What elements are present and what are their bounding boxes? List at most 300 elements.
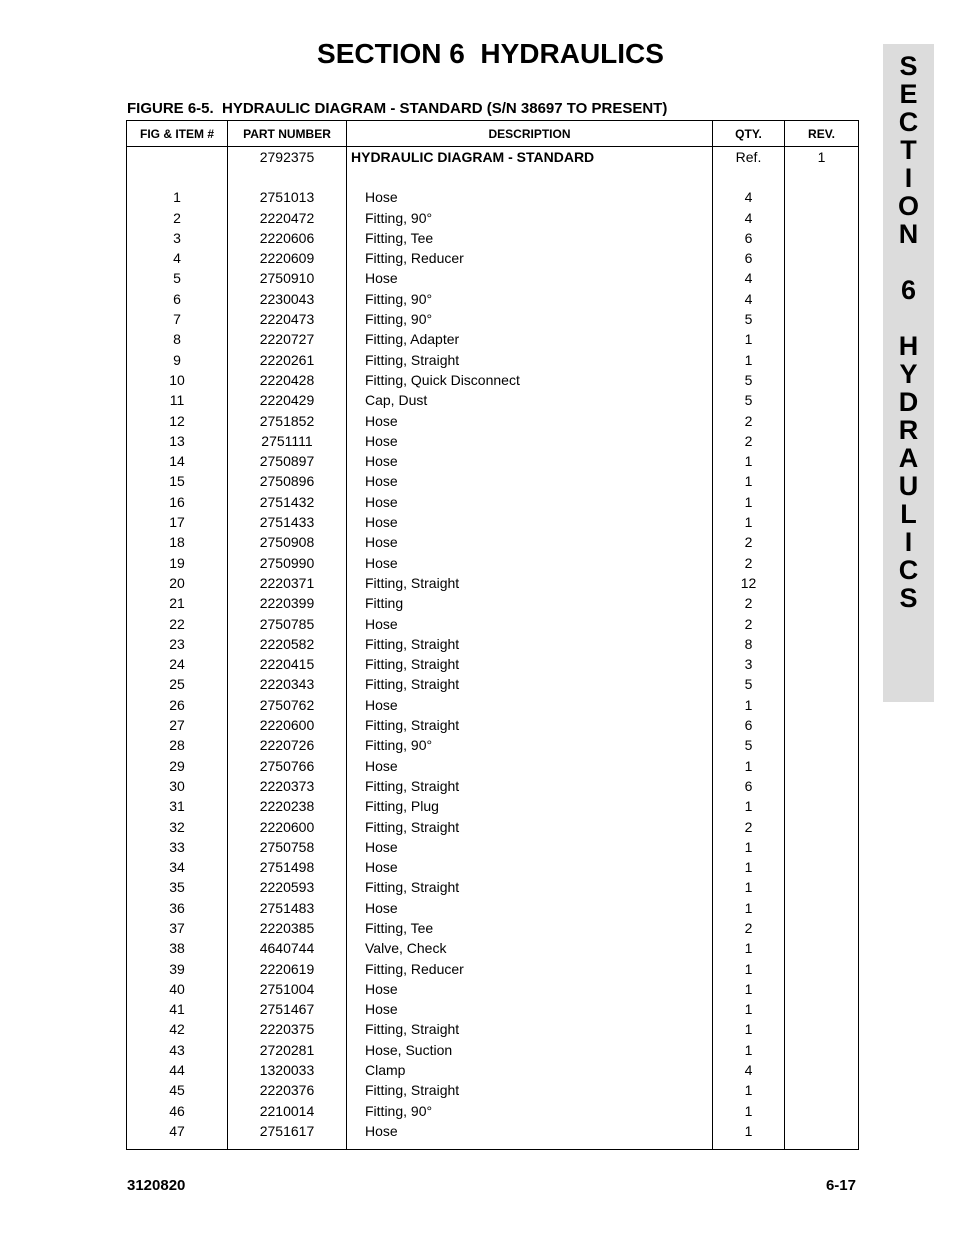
cell-rev (785, 187, 859, 207)
table-row (127, 228, 859, 248)
table-row (127, 532, 859, 552)
table-row (127, 857, 859, 877)
cell-description: Fitting, Plug (347, 796, 713, 816)
cell-item: 44 (127, 1060, 228, 1080)
side-tab-letter: R (898, 415, 919, 445)
cell-rev (785, 268, 859, 288)
cell-description: Hose (347, 614, 713, 634)
table-row (127, 959, 859, 979)
cell-description: Fitting, Tee (347, 918, 713, 938)
cell-item: 40 (127, 979, 228, 999)
cell-item: 5 (127, 268, 228, 288)
side-tab-letter: C (898, 555, 919, 585)
table-row (127, 735, 859, 755)
table-row (127, 614, 859, 634)
cell-description: Fitting, Adapter (347, 329, 713, 349)
side-tab-letter: S (899, 583, 918, 613)
cell-item: 47 (127, 1121, 228, 1141)
cell-part-number: 2751852 (228, 411, 347, 431)
cell-item: 27 (127, 715, 228, 735)
cell-description: Fitting, Straight (347, 654, 713, 674)
cell-description: Cap, Dust (347, 390, 713, 410)
cell-description: Hose (347, 695, 713, 715)
cell-rev (785, 959, 859, 979)
side-tab-letter: I (904, 163, 913, 193)
table-row (127, 695, 859, 715)
cell-qty: 1 (713, 1019, 785, 1039)
table-header-row (127, 121, 859, 147)
cell-description: Hose (347, 756, 713, 776)
table-row (127, 756, 859, 776)
table-row (127, 634, 859, 654)
table-row (127, 553, 859, 573)
cell-part-number: 2792375 (228, 147, 347, 168)
cell-rev (785, 1040, 859, 1060)
cell-part-number: 2751617 (228, 1121, 347, 1141)
side-tab-letter: C (898, 107, 919, 137)
cell-rev (785, 208, 859, 228)
cell-description: Hose, Suction (347, 1040, 713, 1060)
cell-rev (785, 674, 859, 694)
cell-description: Fitting, Straight (347, 715, 713, 735)
cell-qty: 2 (713, 614, 785, 634)
cell-item: 32 (127, 817, 228, 837)
table-row (127, 1040, 859, 1060)
table-row (127, 1080, 859, 1100)
cell-rev (785, 837, 859, 857)
cell-description: Fitting, Straight (347, 776, 713, 796)
cell-part-number: 4640744 (228, 938, 347, 958)
cell-part-number: 2220606 (228, 228, 347, 248)
cell-item: 31 (127, 796, 228, 816)
cell-item: 26 (127, 695, 228, 715)
table-row (127, 593, 859, 613)
cell-item: 4 (127, 248, 228, 268)
table-row (127, 715, 859, 735)
header-fig-item: FIG & ITEM # (127, 121, 228, 147)
cell-description: Fitting (347, 593, 713, 613)
side-tab-letter: U (898, 471, 919, 501)
table-row (127, 674, 859, 694)
header-qty: QTY. (713, 121, 785, 147)
cell-description: Hose (347, 857, 713, 877)
cell-description: Hose (347, 187, 713, 207)
cell-qty: 1 (713, 1121, 785, 1141)
cell-part-number: 2750910 (228, 268, 347, 288)
cell-rev (785, 857, 859, 877)
table-row (127, 776, 859, 796)
table-row (127, 1060, 859, 1080)
cell-qty: 5 (713, 735, 785, 755)
cell-rev (785, 877, 859, 897)
cell-item: 13 (127, 431, 228, 451)
cell-rev (785, 471, 859, 491)
cell-qty: 4 (713, 1060, 785, 1080)
cell-part-number: 2750908 (228, 532, 347, 552)
cell-qty: 1 (713, 938, 785, 958)
cell-description: Hose (347, 512, 713, 532)
cell-rev (785, 614, 859, 634)
cell-item: 37 (127, 918, 228, 938)
cell-item: 1 (127, 187, 228, 207)
cell-part-number: 2220373 (228, 776, 347, 796)
cell-part-number: 2220428 (228, 370, 347, 390)
cell-item: 17 (127, 512, 228, 532)
cell-qty: 3 (713, 654, 785, 674)
cell-part-number: 2220371 (228, 573, 347, 593)
cell-rev (785, 390, 859, 410)
cell-part-number: 2751004 (228, 979, 347, 999)
cell-rev (785, 1121, 859, 1141)
cell-rev (785, 553, 859, 573)
cell-item: 22 (127, 614, 228, 634)
cell-item: 21 (127, 593, 228, 613)
cell-part-number: 2220415 (228, 654, 347, 674)
cell-description: HYDRAULIC DIAGRAM - STANDARD (347, 147, 713, 168)
side-tab-letters (883, 52, 934, 612)
cell-qty: 1 (713, 492, 785, 512)
side-tab-letter: T (900, 135, 917, 165)
cell-item: 42 (127, 1019, 228, 1039)
cell-qty: 1 (713, 350, 785, 370)
cell-item: 29 (127, 756, 228, 776)
cell-qty: 1 (713, 837, 785, 857)
cell-part-number: 2751483 (228, 898, 347, 918)
table-row (127, 208, 859, 228)
cell-item (127, 147, 228, 168)
cell-rev (785, 776, 859, 796)
cell-qty: 2 (713, 593, 785, 613)
cell-qty: 1 (713, 695, 785, 715)
cell-part-number: 2751432 (228, 492, 347, 512)
table-row (127, 898, 859, 918)
table-row (127, 1019, 859, 1039)
cell-qty: 1 (713, 877, 785, 897)
cell-rev (785, 938, 859, 958)
cell-part-number: 2220600 (228, 817, 347, 837)
cell-item: 15 (127, 471, 228, 491)
table-row (127, 979, 859, 999)
cell-rev (785, 979, 859, 999)
cell-item: 43 (127, 1040, 228, 1060)
cell-rev (785, 309, 859, 329)
cell-item: 38 (127, 938, 228, 958)
cell-description: Hose (347, 979, 713, 999)
table-row (127, 431, 859, 451)
cell-item: 35 (127, 877, 228, 897)
side-tab-letter: L (900, 499, 917, 529)
cell-item: 24 (127, 654, 228, 674)
cell-part-number: 1320033 (228, 1060, 347, 1080)
cell-description: Fitting, Quick Disconnect (347, 370, 713, 390)
table-row (127, 573, 859, 593)
cell-qty: 1 (713, 857, 785, 877)
cell-rev (785, 634, 859, 654)
cell-rev (785, 817, 859, 837)
cell-qty: 1 (713, 756, 785, 776)
cell-rev (785, 593, 859, 613)
cell-rev (785, 228, 859, 248)
cell-description: Fitting, 90° (347, 1101, 713, 1121)
cell-qty: 1 (713, 959, 785, 979)
cell-rev (785, 715, 859, 735)
cell-part-number: 2751433 (228, 512, 347, 532)
cell-part-number: 2220343 (228, 674, 347, 694)
table-row (127, 999, 859, 1019)
cell-qty: 1 (713, 796, 785, 816)
cell-description: Hose (347, 837, 713, 857)
cell-item: 10 (127, 370, 228, 390)
cell-rev (785, 918, 859, 938)
cell-item: 9 (127, 350, 228, 370)
table-spacer-row (127, 167, 859, 187)
cell-part-number: 2750990 (228, 553, 347, 573)
cell-qty: 5 (713, 674, 785, 694)
cell-rev (785, 411, 859, 431)
cell-description: Hose (347, 1121, 713, 1141)
cell-description: Hose (347, 532, 713, 552)
cell-qty: 1 (713, 898, 785, 918)
header-rev: REV. (785, 121, 859, 147)
cell-description: Fitting, Tee (347, 228, 713, 248)
cell-part-number: 2220472 (228, 208, 347, 228)
cell-qty: 1 (713, 999, 785, 1019)
table-row (127, 187, 859, 207)
cell-item: 7 (127, 309, 228, 329)
table-row (127, 370, 859, 390)
cell-item: 36 (127, 898, 228, 918)
cell-rev (785, 1019, 859, 1039)
cell-item: 16 (127, 492, 228, 512)
cell-description: Fitting, Straight (347, 674, 713, 694)
table-row (127, 390, 859, 410)
cell-description: Fitting, Straight (347, 573, 713, 593)
parts-table (126, 120, 859, 1150)
table-row (127, 877, 859, 897)
side-tab-letter: H (898, 331, 919, 361)
cell-description: Fitting, Reducer (347, 959, 713, 979)
footer-doc-number: 3120820 (127, 1177, 186, 1194)
cell-description: Fitting, Straight (347, 350, 713, 370)
cell-qty: 4 (713, 289, 785, 309)
cell-rev (785, 898, 859, 918)
table-row (127, 309, 859, 329)
table-row (127, 796, 859, 816)
cell-rev (785, 756, 859, 776)
table-row (127, 350, 859, 370)
cell-item: 18 (127, 532, 228, 552)
cell-item: 25 (127, 674, 228, 694)
side-tab-letter: E (899, 79, 918, 109)
cell-description: Fitting, 90° (347, 208, 713, 228)
cell-qty: 8 (713, 634, 785, 654)
cell-part-number: 2750896 (228, 471, 347, 491)
cell-description: Hose (347, 268, 713, 288)
cell-qty: 1 (713, 1101, 785, 1121)
cell-item: 46 (127, 1101, 228, 1121)
cell-item: 23 (127, 634, 228, 654)
cell-item: 33 (127, 837, 228, 857)
cell-item: 28 (127, 735, 228, 755)
cell-part-number: 2751467 (228, 999, 347, 1019)
cell-qty: 2 (713, 817, 785, 837)
cell-qty: 5 (713, 390, 785, 410)
cell-qty: 1 (713, 451, 785, 471)
table-row-main (127, 147, 859, 168)
cell-description: Fitting, 90° (347, 289, 713, 309)
table-row (127, 512, 859, 532)
cell-part-number: 2750785 (228, 614, 347, 634)
cell-part-number: 2750758 (228, 837, 347, 857)
cell-rev (785, 451, 859, 471)
cell-description: Hose (347, 411, 713, 431)
cell-description: Fitting, Straight (347, 634, 713, 654)
cell-rev (785, 999, 859, 1019)
cell-qty: 1 (713, 1040, 785, 1060)
table-row (127, 411, 859, 431)
cell-qty: 5 (713, 309, 785, 329)
footer-page-number: 6-17 (825, 1177, 856, 1194)
cell-rev (785, 1060, 859, 1080)
cell-part-number: 2220593 (228, 877, 347, 897)
cell-part-number: 2220429 (228, 390, 347, 410)
cell-rev (785, 350, 859, 370)
cell-qty: 2 (713, 431, 785, 451)
cell-description: Fitting, 90° (347, 309, 713, 329)
figure-title: FIGURE 6-5. HYDRAULIC DIAGRAM - STANDARD (S/N 38697 TO PRESENT) (127, 100, 668, 117)
cell-item: 19 (127, 553, 228, 573)
cell-part-number: 2230043 (228, 289, 347, 309)
cell-part-number: 2750897 (228, 451, 347, 471)
cell-item: 41 (127, 999, 228, 1019)
cell-rev: 1 (785, 147, 859, 168)
cell-rev (785, 329, 859, 349)
cell-qty: 2 (713, 918, 785, 938)
table-row (127, 248, 859, 268)
cell-qty: 6 (713, 715, 785, 735)
section-side-tab (883, 44, 934, 702)
cell-part-number: 2220376 (228, 1080, 347, 1100)
table-row (127, 938, 859, 958)
cell-part-number: 2750766 (228, 756, 347, 776)
cell-part-number: 2220609 (228, 248, 347, 268)
cell-qty: 1 (713, 979, 785, 999)
cell-item: 11 (127, 390, 228, 410)
side-tab-letter: A (898, 443, 919, 473)
table-row (127, 918, 859, 938)
header-part-number: PART NUMBER (228, 121, 347, 147)
cell-rev (785, 248, 859, 268)
cell-description: Hose (347, 553, 713, 573)
cell-description: Fitting, 90° (347, 735, 713, 755)
side-tab-letter: 6 (900, 275, 917, 305)
cell-rev (785, 532, 859, 552)
cell-description: Fitting, Straight (347, 1019, 713, 1039)
table-row (127, 1101, 859, 1121)
cell-part-number: 2220399 (228, 593, 347, 613)
cell-qty: 2 (713, 411, 785, 431)
cell-description: Fitting, Straight (347, 1080, 713, 1100)
side-tab-letter: D (898, 387, 919, 417)
table-row (127, 1121, 859, 1141)
cell-part-number: 2210014 (228, 1101, 347, 1121)
cell-item: 8 (127, 329, 228, 349)
cell-part-number: 2220385 (228, 918, 347, 938)
cell-part-number: 2220261 (228, 350, 347, 370)
side-tab-letter: S (899, 51, 918, 81)
cell-item: 34 (127, 857, 228, 877)
cell-part-number: 2220727 (228, 329, 347, 349)
cell-qty: 1 (713, 1080, 785, 1100)
cell-item: 30 (127, 776, 228, 796)
cell-qty: 2 (713, 553, 785, 573)
cell-item: 39 (127, 959, 228, 979)
cell-part-number: 2220473 (228, 309, 347, 329)
cell-part-number: 2220726 (228, 735, 347, 755)
cell-description: Clamp (347, 1060, 713, 1080)
cell-part-number: 2750762 (228, 695, 347, 715)
cell-rev (785, 1101, 859, 1121)
cell-description: Hose (347, 999, 713, 1019)
cell-qty: 12 (713, 573, 785, 593)
cell-part-number: 2751111 (228, 431, 347, 451)
cell-item: 45 (127, 1080, 228, 1100)
cell-part-number: 2751498 (228, 857, 347, 877)
cell-item: 2 (127, 208, 228, 228)
cell-rev (785, 573, 859, 593)
cell-item: 20 (127, 573, 228, 593)
cell-description: Fitting, Reducer (347, 248, 713, 268)
cell-description: Valve, Check (347, 938, 713, 958)
cell-rev (785, 431, 859, 451)
table-row (127, 329, 859, 349)
cell-part-number: 2720281 (228, 1040, 347, 1060)
cell-part-number: 2220582 (228, 634, 347, 654)
side-tab-letter: O (897, 191, 919, 221)
cell-rev (785, 492, 859, 512)
cell-part-number: 2751013 (228, 187, 347, 207)
cell-qty: 4 (713, 268, 785, 288)
table-row (127, 451, 859, 471)
table-row (127, 837, 859, 857)
cell-qty: 4 (713, 187, 785, 207)
cell-qty: 5 (713, 370, 785, 390)
cell-part-number: 2220375 (228, 1019, 347, 1039)
cell-rev (785, 654, 859, 674)
cell-qty: 6 (713, 248, 785, 268)
cell-description: Fitting, Straight (347, 877, 713, 897)
cell-rev (785, 512, 859, 532)
cell-item: 3 (127, 228, 228, 248)
cell-qty: 1 (713, 471, 785, 491)
section-title: SECTION 6 HYDRAULICS (317, 38, 664, 69)
table-row (127, 654, 859, 674)
table-row (127, 817, 859, 837)
cell-qty: 2 (713, 532, 785, 552)
table-row (127, 471, 859, 491)
side-tab-letter: Y (899, 359, 918, 389)
cell-part-number: 2220619 (228, 959, 347, 979)
cell-description: Hose (347, 471, 713, 491)
cell-rev (785, 735, 859, 755)
cell-qty: 6 (713, 228, 785, 248)
side-tab-letter: I (904, 527, 913, 557)
cell-part-number: 2220238 (228, 796, 347, 816)
cell-qty: Ref. (713, 147, 785, 168)
cell-description: Hose (347, 492, 713, 512)
cell-description: Hose (347, 898, 713, 918)
table-row (127, 268, 859, 288)
